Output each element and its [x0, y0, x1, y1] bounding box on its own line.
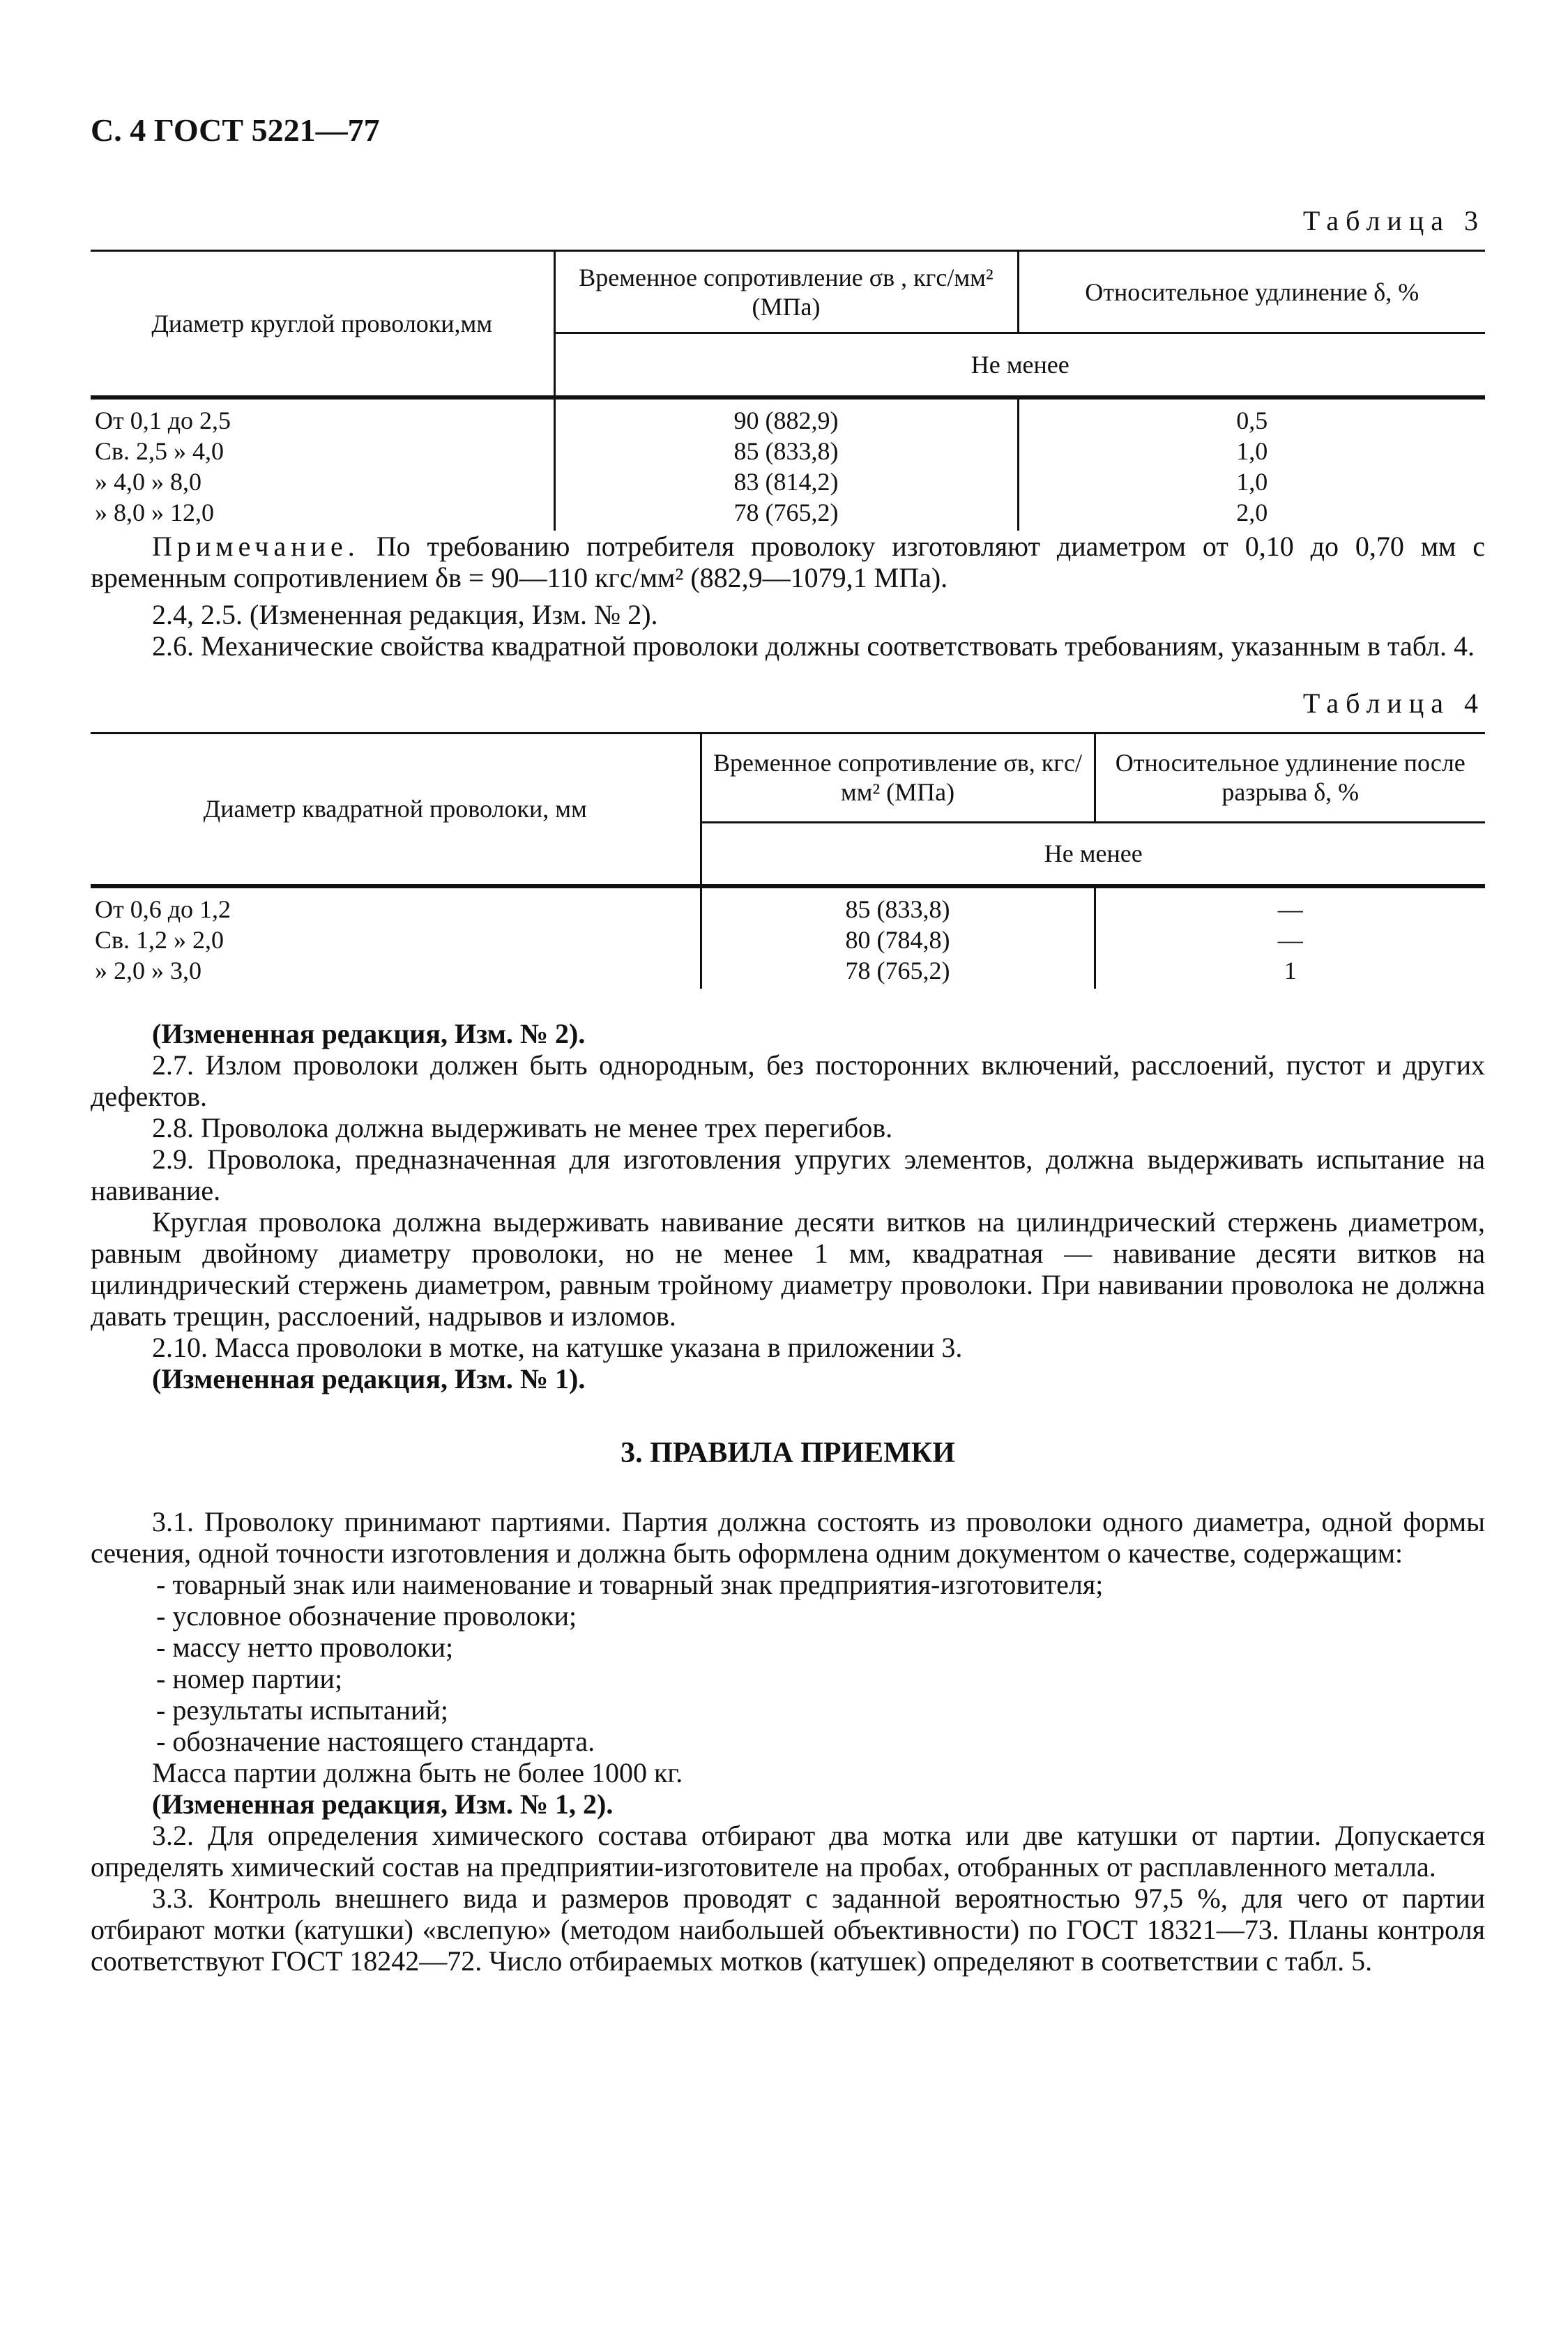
table4-col1-header: Диаметр квадратной проволоки, мм — [91, 733, 701, 886]
paragraph-2-8: 2.8. Проволока должна выдерживать не менее трех перегибов. — [152, 1112, 893, 1143]
note-text: По требованию потребителя проволоку изготовляют диаметром от 0,10 до 0,70 мм с временным сопротивлением δв = 90—110 кгс/мм² (882,9—1079,1 МПа). — [91, 530, 1486, 593]
table4-strength-cell: 85 (833,8) — [845, 895, 950, 923]
table3 — [91, 250, 1485, 531]
list-item: - результаты испытаний; — [156, 1694, 448, 1726]
table4-diameter-column — [91, 888, 701, 989]
table3-diameter-cell: » 4,0 » 8,0 — [95, 467, 201, 496]
table3-elongation-cell: 1,0 — [1236, 436, 1268, 465]
list-item: - массу нетто проволоки; — [156, 1632, 454, 1663]
table4 — [91, 732, 1485, 989]
paragraph-2-9: 2.9. Проволока, предназначенная для изготовления упругих элементов, должна выдерживать испытание на навивание. — [91, 1143, 1485, 1206]
list-item: - товарный знак или наименование и товарный знак предприятия-изготовителя; — [156, 1569, 1104, 1600]
table3-strength-cell: 90 (882,9) — [733, 406, 839, 434]
table3-strength-cell: 78 (765,2) — [733, 498, 839, 526]
table3-diameter-cell: Св. 2,5 » 4,0 — [95, 436, 224, 465]
paragraph-3-3: 3.3. Контроль внешнего вида и размеров проводят с заданной вероятностью 97,5 %, для чего от партии отбирают мотки (катушки) «вслепую» (методом наибольшей объективности) по ГОСТ 18321—73. Планы контроля соответствуют ГОСТ 18242—72. Число отбираемых мотков (катушек) определяют в соответствии с табл. 5. — [91, 1883, 1485, 1977]
table4-col3-header: Относительное удлинение после разрыва δ, % — [1095, 733, 1485, 822]
table3-caption: Таблица 3 — [1302, 205, 1485, 236]
table3-diameter-cell: » 8,0 » 12,0 — [95, 498, 214, 526]
list-item: - условное обозначение проволоки; — [156, 1600, 577, 1632]
table4-elongation-cell: — — [1277, 926, 1303, 954]
table3-strength-column — [554, 400, 1018, 531]
table4-subheader: Не менее — [701, 822, 1485, 886]
paragraph-round-wire: Круглая проволока должна выдерживать навивание десяти витков на цилиндрический стержень диаметром, равным двойному диаметру проволоки, но не менее 1 мм, квадратная — навивание десяти витков на цилиндрический стержень диаметром, равным тройному диаметру проволоки. При навивании проволока не должна давать трещин, расслоений, надрывов и изломов. — [91, 1206, 1485, 1332]
table3-strength-cell: 83 (814,2) — [733, 467, 839, 496]
document-page — [91, 112, 1485, 1977]
edit-note-2: (Измененная редакция, Изм. № 2). — [152, 1018, 586, 1049]
table4-strength-cell: 78 (765,2) — [845, 957, 950, 985]
table3-diameter-column — [91, 400, 554, 531]
table3-elongation-cell: 1,0 — [1236, 467, 1268, 496]
table4-caption: Таблица 4 — [1302, 687, 1485, 719]
note-paragraph — [91, 531, 1485, 593]
table4-elongation-column — [1095, 888, 1485, 989]
table3-col3-header: Относительное удлинение δ, % — [1018, 251, 1485, 333]
table3-col2-header: Временное сопротивление σв , кгс/мм² (МПа) — [554, 251, 1018, 333]
paragraph-2-6: 2.6. Механические свойства квадратной проволоки должны соответствовать требованиям, указанным в табл. 4. — [152, 630, 1475, 662]
table4-strength-cell: 80 (784,8) — [845, 926, 950, 954]
table3-col1-header: Диаметр круглой проволоки,мм — [91, 251, 554, 397]
table3-elongation-column — [1018, 400, 1485, 531]
table4-diameter-cell: Св. 1,2 » 2,0 — [95, 926, 224, 954]
table4-col2-header: Временное сопротивление σв, кгс/мм² (МПа) — [701, 733, 1095, 822]
table4-elongation-cell: 1 — [1284, 957, 1297, 985]
page-header: С. 4 ГОСТ 5221—77 — [91, 112, 380, 148]
table4-diameter-cell: » 2,0 » 3,0 — [95, 957, 201, 985]
table4-elongation-cell: — — [1277, 895, 1303, 923]
edit-note-1-2: (Измененная редакция, Изм. № 1, 2). — [152, 1788, 614, 1820]
table3-elongation-cell: 2,0 — [1236, 498, 1268, 526]
note-label: Примечание. — [152, 530, 360, 562]
table4-strength-column — [701, 888, 1095, 989]
edit-note-1: (Измененная редакция, Изм. № 1). — [152, 1363, 586, 1394]
list-item: - номер партии; — [156, 1663, 343, 1694]
table4-diameter-cell: От 0,6 до 1,2 — [95, 895, 231, 923]
list-item: - обозначение настоящего стандарта. — [156, 1726, 595, 1757]
table3-elongation-cell: 0,5 — [1236, 406, 1268, 434]
table3-diameter-cell: От 0,1 до 2,5 — [95, 406, 231, 434]
paragraph-2-4: 2.4, 2.5. (Измененная редакция, Изм. № 2). — [152, 598, 658, 630]
table3-subheader: Не менее — [554, 333, 1485, 397]
section-3-heading: 3. ПРАВИЛА ПРИЕМКИ — [621, 1437, 955, 1469]
paragraph-3-1: 3.1. Проволоку принимают партиями. Партия должна состоять из проволоки одного диаметра, одной формы сечения, одной точности изготовления и должна быть оформлена одним документом о качестве, содержащим: — [91, 1506, 1485, 1569]
paragraph-2-7: 2.7. Излом проволоки должен быть однородным, без посторонних включений, расслоений, пустот и других дефектов. — [91, 1049, 1485, 1112]
table3-strength-cell: 85 (833,8) — [733, 436, 839, 465]
paragraph-mass: Масса партии должна быть не более 1000 кг. — [152, 1757, 683, 1788]
paragraph-3-2: 3.2. Для определения химического состава отбирают два мотка или две катушки от партии. Допускается определять химический состав на предприятии-изготовителе на пробах, отобранных от расплавленного металла. — [91, 1820, 1485, 1883]
paragraph-2-10: 2.10. Масса проволоки в мотке, на катушке указана в приложении 3. — [152, 1332, 963, 1363]
